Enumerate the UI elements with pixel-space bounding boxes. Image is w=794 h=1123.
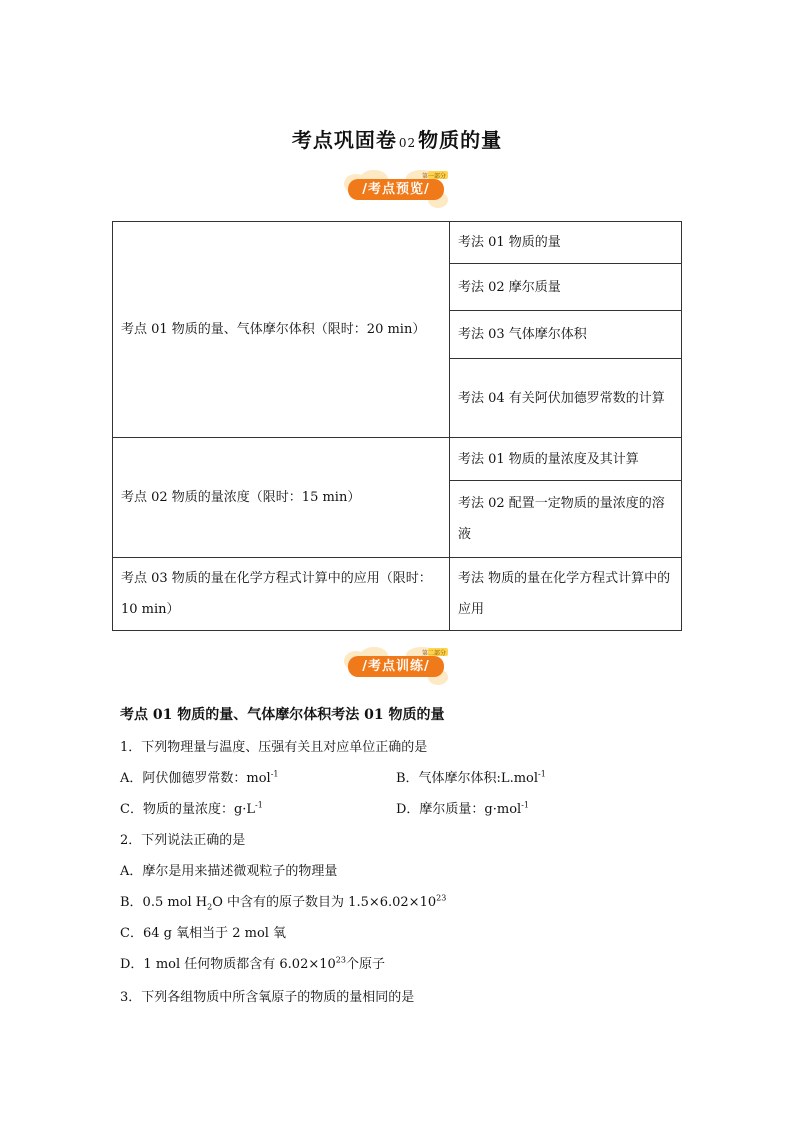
superscript: 23 (335, 955, 346, 965)
option-text: B．0.5 mol H (120, 895, 208, 910)
table-cell-method: 考法 02 摩尔质量 (450, 264, 682, 311)
table-cell-method: 考法 02 配置一定物质的量浓度的溶液 (450, 481, 682, 558)
question-1-option-a (120, 767, 279, 786)
banner-label: /考点预览/ (362, 182, 430, 197)
banner-part-label: 第二部分 (421, 650, 446, 657)
question-1-option-c (120, 798, 263, 817)
table-row (113, 558, 682, 631)
banner-label: /考点训练/ (362, 659, 430, 674)
overview-table (112, 221, 682, 631)
table-cell-topic: 考点 01 物质的量、气体摩尔体积（限时：20 min） (113, 222, 450, 438)
superscript: -1 (521, 800, 529, 810)
section-banner-preview (342, 170, 450, 208)
question-2-option-a: A．摩尔是用来描述微观粒子的物理量 (120, 864, 338, 879)
question-1-option-d (396, 798, 529, 817)
option-text: D．1 mol 任何物质都含有 6.02×10 (120, 957, 336, 972)
superscript: -1 (270, 769, 279, 779)
table-row (113, 222, 682, 264)
question-2-option-b (120, 891, 446, 910)
table-cell-method: 考法 01 物质的量浓度及其计算 (450, 438, 682, 481)
banner-part-label: 第一部分 (421, 173, 446, 180)
section-heading: 考点 01 物质的量、气体摩尔体积考法 01 物质的量 (120, 707, 445, 723)
table-row (113, 438, 682, 481)
option-text: A．阿伏伽德罗常数：mol (120, 771, 271, 786)
title-main: 考点巩固卷 (291, 128, 397, 152)
table-cell-method: 考法 04 有关阿伏加德罗常数的计算 (450, 359, 682, 438)
question-2-option-d (120, 953, 385, 972)
question-2-option-c: C．64 g 氧相当于 2 mol 氧 (120, 926, 287, 941)
subscript: 2 (207, 902, 213, 912)
title-topic: 物质的量 (418, 128, 503, 152)
option-text: O 中含有的原子数目为 1.5×6.02×10 (212, 895, 437, 910)
question-2-stem: 2．下列说法正确的是 (120, 833, 246, 848)
table-cell-method: 考法 01 物质的量 (450, 222, 682, 264)
option-text: D．摩尔质量：g·mol (396, 802, 522, 817)
question-1-stem: 1．下列物理量与温度、压强有关且对应单位正确的是 (120, 740, 428, 755)
option-text: 个原子 (345, 957, 385, 972)
table-cell-topic: 考点 03 物质的量在化学方程式计算中的应用（限时：10 min） (113, 558, 450, 631)
question-3-stem: 3．下列各组物质中所含氧原子的物质的量相同的是 (120, 990, 415, 1005)
superscript: -1 (538, 769, 546, 779)
superscript: 23 (436, 893, 447, 903)
question-1-option-b (396, 767, 546, 786)
document-title (0, 124, 794, 153)
table-cell-method: 考法 物质的量在化学方程式计算中的应用 (450, 558, 682, 631)
option-text: C．物质的量浓度：g·L (120, 802, 256, 817)
superscript: -1 (255, 800, 263, 810)
option-text: B．气体摩尔体积:L.mol (396, 771, 539, 786)
table-cell-topic: 考点 02 物质的量浓度（限时：15 min） (113, 438, 450, 558)
title-number: 02 (398, 136, 417, 150)
section-banner-training (342, 647, 450, 685)
table-cell-method: 考法 03 气体摩尔体积 (450, 311, 682, 359)
